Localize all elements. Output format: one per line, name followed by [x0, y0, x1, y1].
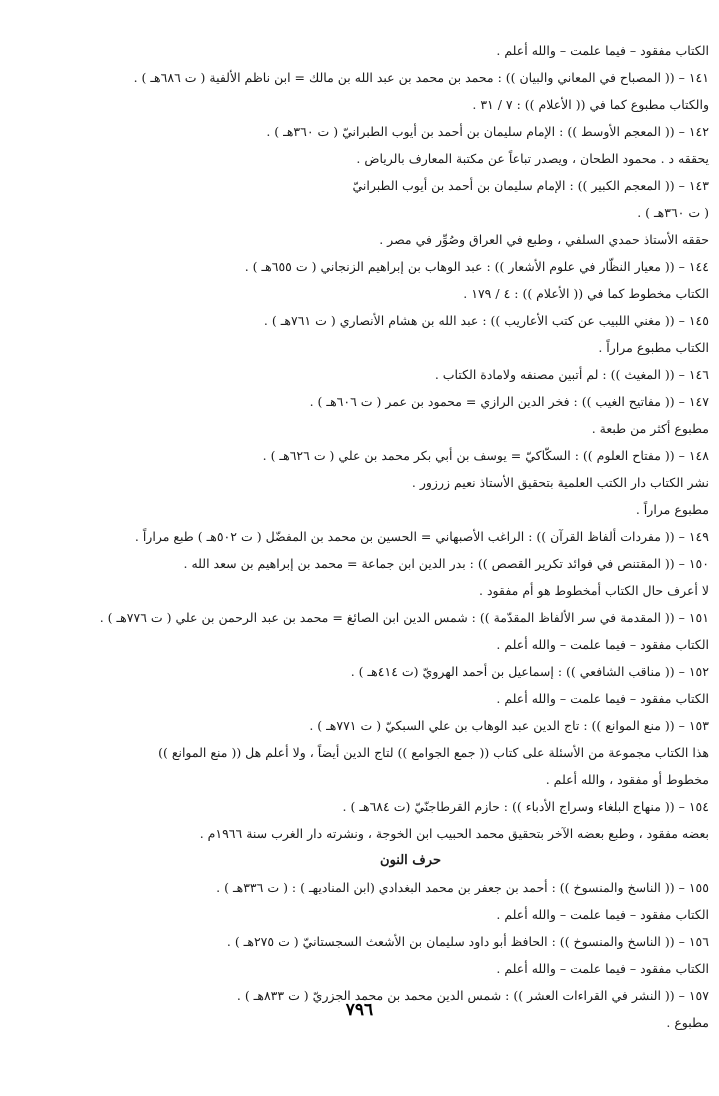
entry-142: ١٤٢ – (( المعجم الأوسط )) : الإمام سليمان بن أحمد بن أيوب الطبرانيّ ( ت ٣٦٠هـ ) . — [266, 124, 709, 139]
text-line: مطبوع أكثر من طبعة . — [591, 421, 709, 436]
entry-156: ١٥٦ – (( الناسخ والمنسوخ )) : الحافظ أبو داود سليمان بن الأشعث السجستانيّ ( ت ٢٧٥هـ ) . — [226, 934, 709, 949]
entry-154: ١٥٤ – (( منهاج البلغاء وسراج الأدباء )) : حازم القرطاجنّيّ (ت ٦٨٤هـ ) . — [342, 799, 709, 814]
text-line: والكتاب مطبوع كما في (( الأعلام )) : ٧ / ٣١ . — [472, 97, 709, 112]
section-heading: حرف النون — [380, 853, 441, 868]
entry-157: ١٥٧ – (( النشر في القراءات العشر )) : شمس الدين محمد بن محمد الجزريّ ( ت ٨٣٣هـ ) . — [236, 988, 709, 1003]
entry-145: ١٤٥ – (( مغني اللبيب عن كتب الأعاريب )) : عبد الله بن هشام الأنصاري ( ت ٧٦١هـ ) . — [263, 313, 709, 328]
entry-152: ١٥٢ – (( مناقب الشافعي )) : إسماعيل بن أحمد الهرويّ (ت ٤١٤هـ ) . — [350, 664, 709, 679]
text-line: نشر الكتاب دار الكتب العلمية بتحقيق الأستاذ نعيم زرزور . — [411, 475, 709, 490]
text-line: مطبوع . — [666, 1015, 709, 1030]
text-line: الكتاب مفقود – فيما علمت – والله أعلم . — [496, 961, 709, 976]
document-page — [20, 40, 709, 1080]
entry-151: ١٥١ – (( المقدمة في سر الألفاظ المقدّمة )) : شمس الدين ابن الصائغ = محمد بن عبد الرحمن بن علي ( ت ٧٧٦هـ ) . — [99, 610, 709, 625]
text-line: مطبوع مراراً . — [635, 502, 709, 517]
entry-141: ١٤١ – (( المصباح في المعاني والبيان )) : محمد بن محمد بن عبد الله بن مالك = ابن ناظم الألفية ( ت ٦٨٦هـ ) . — [133, 70, 709, 85]
entry-150: ١٥٠ – (( المقتنص في فوائد تكرير القصص )) : بدر الدين ابن جماعة = محمد بن إبراهيم بن سعد الله . — [183, 556, 709, 571]
page-number: ٧٩٦ — [345, 1000, 374, 1020]
text-line: مخطوط أو مفقود ، والله أعلم . — [545, 772, 709, 787]
text-line: يحققه د . محمود الطحان ، ويصدر تباعاً عن مكتبة المعارف بالرياض . — [356, 151, 709, 166]
text-line: الكتاب مفقود – فيما علمت – والله أعلم . — [496, 691, 709, 706]
entry-143: ١٤٣ – (( المعجم الكبير )) : الإمام سليمان بن أحمد بن أيوب الطبرانيّ — [352, 178, 709, 193]
text-line: لا أعرف حال الكتاب أمخطوط هو أم مفقود . — [479, 583, 709, 598]
entry-146: ١٤٦ – (( المغيث )) : لم أتبين مصنفه ولامادة الكتاب . — [434, 367, 709, 382]
entry-153: ١٥٣ – (( منع الموانع )) : تاج الدين عبد الوهاب بن علي السبكيّ ( ت ٧٧١هـ ) . — [309, 718, 709, 733]
entry-147: ١٤٧ – (( مفاتيح الغيب )) : فخر الدين الرازي = محمود بن عمر ( ت ٦٠٦هـ ) . — [309, 394, 709, 409]
entry-148: ١٤٨ – (( مفتاح العلوم )) : السكّاكيّ = يوسف بن أبي بكر محمد بن علي ( ت ٦٢٦هـ ) . — [262, 448, 709, 463]
text-line: الكتاب مفقود – فيما علمت – والله أعلم . — [496, 907, 709, 922]
text-line: هذا الكتاب مجموعة من الأسئلة على كتاب (( جمع الجوامع )) لتاج الدين أيضاً ، ولا أعلم هل (( منع الموانع )) — [158, 745, 709, 760]
entry-144: ١٤٤ – (( معيار النظّار في علوم الأشعار )) : عبد الوهاب بن إبراهيم الزنجاني ( ت ٦٥٥هـ ) . — [244, 259, 709, 274]
entry-149: ١٤٩ – (( مفردات ألفاظ القرآن )) : الراغب الأصبهاني = الحسين بن محمد بن المفضّل ( ت ٥٠٢هـ ) طبع مراراً . — [134, 529, 709, 544]
text-line: بعضه مفقود ، وطبع بعضه الآخر بتحقيق محمد الحبيب ابن الخوجة ، ونشرته دار الغرب سنة ١٩٦٦م . — [199, 826, 709, 841]
text-line: حققه الأستاذ حمدي السلفي ، وطبع في العراق وصُوِّر في مصر . — [379, 232, 709, 247]
text-line: الكتاب مخطوط كما في (( الأعلام )) : ٤ / ١٧٩ . — [463, 286, 709, 301]
text-line: الكتاب مفقود – فيما علمت – والله أعلم . — [496, 43, 709, 58]
text-line: الكتاب مطبوع مراراً . — [598, 340, 709, 355]
text-line: ( ت ٣٦٠هـ ) . — [637, 205, 709, 220]
text-line: الكتاب مفقود – فيما علمت – والله أعلم . — [496, 637, 709, 652]
entry-155: ١٥٥ – (( الناسخ والمنسوخ )) : أحمد بن جعفر بن محمد البغدادي (ابن المناديهـ ) : ( ت ٣٣٦هـ ) . — [216, 880, 709, 895]
